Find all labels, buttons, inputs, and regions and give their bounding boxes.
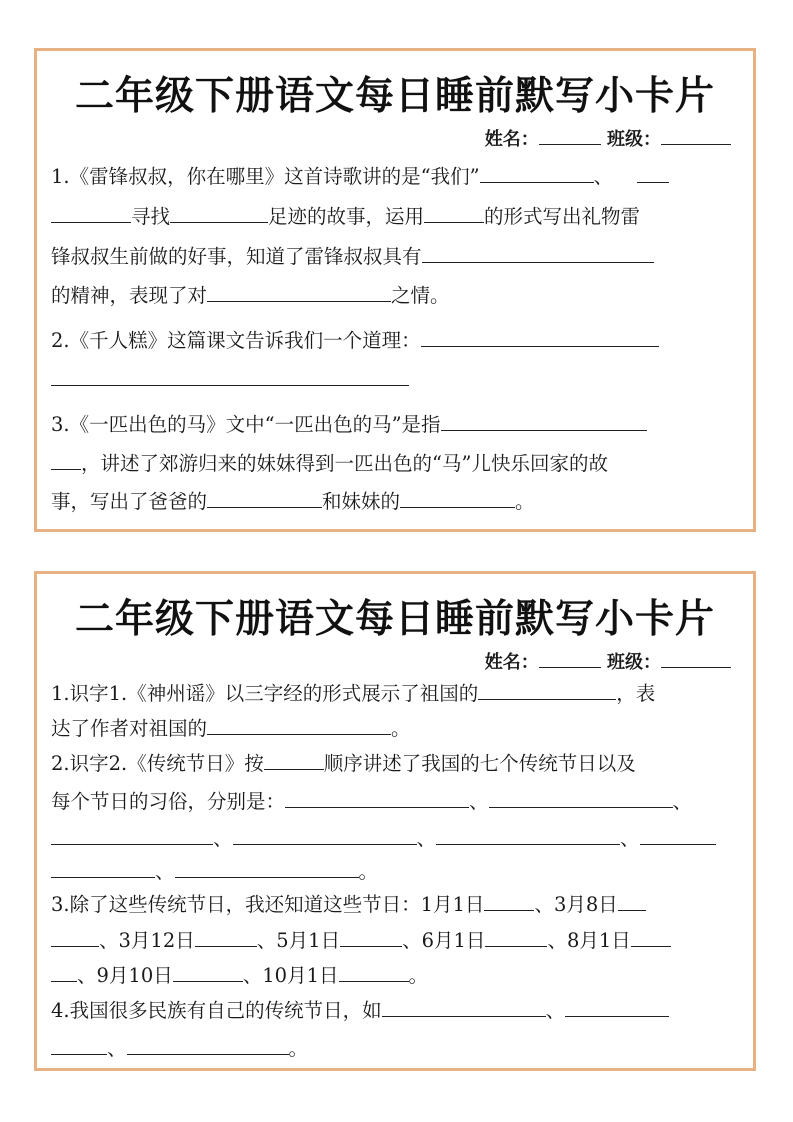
answer-blank[interactable] [207, 716, 391, 735]
question-1-line-2: 寻找 足迹的故事，运用 的形式写出礼物雷 [51, 204, 640, 230]
answer-blank[interactable] [422, 244, 654, 263]
question-1-line-1: 1.《雷锋叔叔，你在哪里》这首诗歌讲的是“我们” 、 [51, 164, 669, 190]
answer-blank[interactable] [264, 751, 324, 770]
answer-blank[interactable] [631, 928, 671, 947]
name-label: 姓名： [484, 129, 539, 150]
answer-blank[interactable] [441, 412, 647, 431]
class-blank[interactable] [661, 653, 731, 668]
answer-blank[interactable] [478, 681, 616, 700]
answer-blank[interactable] [339, 963, 409, 982]
answer-blank[interactable] [382, 998, 546, 1017]
name-blank[interactable] [539, 130, 601, 145]
answer-blank[interactable] [485, 928, 547, 947]
question-3-line-3: 事，写出了爸爸的 和妹妹的 。 [51, 490, 535, 513]
question-2-line-1: 2.识字2.《传统节日》按 顺序讲述了我国的七个传统节日以及 [51, 752, 636, 775]
question-2-line-2 [51, 367, 409, 393]
answer-blank[interactable] [489, 789, 673, 808]
student-info [485, 125, 731, 151]
answer-blank[interactable] [565, 998, 669, 1017]
question-3-line-2: ，讲述了郊游归来的妹妹得到一匹出色的“马”儿快乐回家的故 [51, 451, 608, 477]
answer-blank[interactable] [170, 204, 268, 223]
answer-blank[interactable] [207, 489, 322, 508]
answer-blank[interactable] [484, 892, 534, 911]
question-2-line-2: 每个节日的习俗，分别是： 、 、 [51, 790, 693, 813]
answer-blank[interactable] [51, 451, 81, 470]
question-1-line-2: 达了作者对祖国的 。 [51, 717, 411, 740]
answer-blank[interactable] [480, 164, 594, 183]
answer-blank[interactable] [51, 367, 409, 386]
answer-blank[interactable] [424, 204, 484, 223]
name-blank[interactable] [539, 653, 601, 668]
answer-blank[interactable] [421, 328, 659, 347]
question-1-line-1: 1.识字1.《神州谣》以三字经的形式展示了祖国的 ，表 [51, 682, 656, 705]
answer-blank[interactable] [127, 1036, 289, 1055]
class-label: 班级： [607, 652, 661, 673]
answer-blank[interactable] [195, 928, 257, 947]
answer-blank[interactable] [436, 826, 620, 845]
question-2-line-1: 2.《千人糕》这篇课文告诉我们一个道理： [51, 328, 659, 354]
question-3-line-3: 、9月10日 、10月1日 。 [51, 963, 428, 989]
class-blank[interactable] [661, 130, 731, 145]
card-title: 二年级下册语文每日睡前默写小卡片 [74, 597, 715, 642]
question-1-line-4: 的精神，表现了对 之情。 [51, 284, 450, 307]
answer-blank[interactable] [207, 283, 391, 302]
question-2-line-4: 、 。 [51, 859, 378, 885]
answer-blank[interactable] [51, 963, 77, 982]
answer-blank[interactable] [51, 204, 131, 223]
answer-blank[interactable] [637, 164, 669, 183]
student-info [485, 648, 731, 674]
answer-blank[interactable] [285, 789, 469, 808]
question-3-line-1: 3.《一匹出色的马》文中“一匹出色的马”是指 [51, 412, 647, 438]
answer-blank[interactable] [51, 1036, 107, 1055]
answer-blank[interactable] [51, 826, 213, 845]
question-4-line-1: 4.我国很多民族有自己的传统节日，如 、 [51, 998, 669, 1024]
card-title: 二年级下册语文每日睡前默写小卡片 [74, 74, 715, 119]
answer-blank[interactable] [400, 489, 515, 508]
question-3-line-1: 3.除了这些传统节日，我还知道这些节日：1月1日 、3月8日 [51, 892, 646, 918]
answer-blank[interactable] [233, 826, 417, 845]
answer-blank[interactable] [51, 928, 99, 947]
question-4-line-2: 、 。 [51, 1036, 308, 1062]
dictation-card-2 [34, 571, 756, 1071]
question-3-line-2: 、3月12日 、5月1日 、6月1日 、8月1日 [51, 928, 671, 954]
answer-blank[interactable] [340, 928, 402, 947]
question-2-line-3: 、 、 、 [51, 826, 716, 852]
class-label: 班级： [607, 129, 661, 150]
answer-blank[interactable] [175, 859, 359, 878]
answer-blank[interactable] [51, 859, 155, 878]
name-label: 姓名： [484, 652, 539, 673]
answer-blank[interactable] [618, 892, 646, 911]
answer-blank[interactable] [173, 963, 243, 982]
answer-blank[interactable] [640, 826, 716, 845]
dictation-card-1 [34, 48, 756, 532]
question-1-line-3: 锋叔叔生前做的好事，知道了雷锋叔叔具有 [51, 244, 654, 270]
